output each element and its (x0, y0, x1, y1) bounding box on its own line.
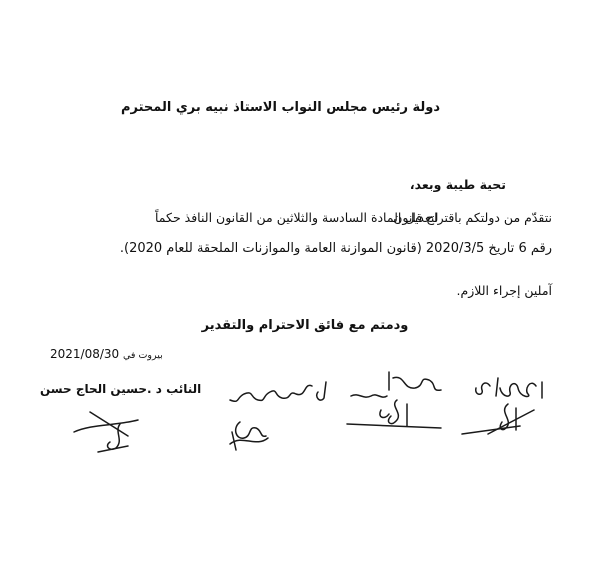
body-line-2: رقم 6 تاريخ 2020/3/5 (قانون الموازنة العامة والموازنات الملحقة للعام 2020). (119, 241, 552, 256)
addressee-heading: دولة رئيس مجلس النواب الاستاذ نبيه بري المحترم (120, 100, 440, 115)
signatory-name: النائب د .حسين الحاج حسن (40, 382, 202, 396)
date-value: 2021/08/30 (50, 347, 120, 361)
signature-4 (68, 410, 148, 456)
body-line-1-end: لتعديل المادة السادسة والثلاثين من القانون النافذ حكماً (155, 210, 439, 225)
date-line (50, 347, 163, 361)
greeting: تحية طيبة وبعد، (409, 177, 506, 192)
signature-2 (345, 370, 450, 438)
date-city: بيروت في (123, 350, 163, 361)
signature-3 (222, 378, 337, 458)
closing-phrase: ودمتم مع فائق الاحترام والتقدير (201, 318, 409, 333)
signature-1 (458, 368, 550, 448)
body-line-1-start: نتقدّم من دولتكم باقتراح قانون (393, 210, 552, 225)
body-line-3: آملين إجراء اللازم. (456, 283, 552, 298)
